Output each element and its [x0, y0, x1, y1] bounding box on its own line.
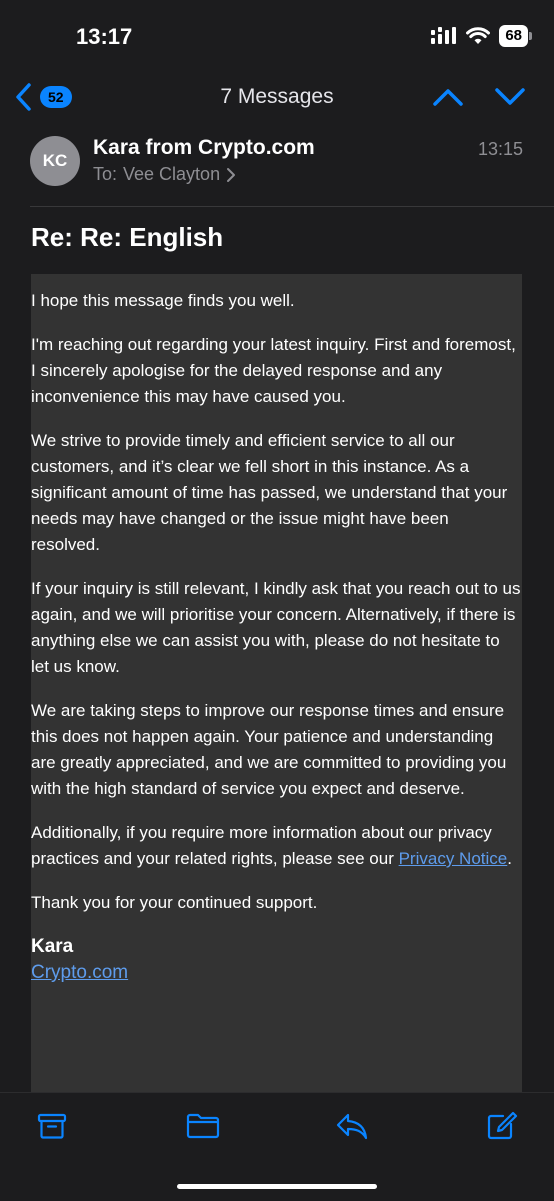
privacy-notice-link[interactable]: Privacy Notice	[398, 849, 508, 868]
chevron-up-icon[interactable]	[432, 86, 464, 108]
nav-bar	[0, 76, 554, 126]
reply-icon[interactable]	[335, 1111, 369, 1141]
battery-level: 68	[499, 25, 528, 47]
header-divider	[30, 206, 554, 207]
signature-link[interactable]: Crypto.com	[31, 962, 129, 983]
unread-count-badge: 52	[40, 86, 72, 108]
privacy-end: .	[507, 849, 512, 868]
email-content	[0, 126, 554, 1092]
body-paragraph: If your inquiry is still relevant, I kindly ask that you reach out to us again, and we will prioritise your concern. Alternatively, if there is anything else we can assist you with, please do not hesitate to let us know.	[31, 579, 521, 676]
body-paragraph: We strive to provide timely and efficient service to all our customers, and it’s clear we fell short in this instance. As a significant amount of time has passed, we understand that your needs may have changed or the issue might have been resolved.	[31, 431, 508, 554]
message-body	[31, 274, 522, 1092]
body-paragraph: I hope this message finds you well.	[31, 291, 295, 310]
cellular-signal-icon	[431, 27, 457, 45]
compose-icon[interactable]	[486, 1111, 518, 1141]
chevron-down-icon[interactable]	[494, 86, 526, 108]
thanks-paragraph: Thank you for your continued support.	[31, 893, 318, 912]
message-time: 13:15	[477, 139, 523, 159]
chevron-right-icon	[226, 167, 236, 183]
home-indicator	[177, 1184, 377, 1189]
signature-name: Kara	[31, 936, 74, 957]
sender-name[interactable]: Kara from Crypto.com	[93, 136, 315, 159]
recipient-name[interactable]: Vee Clayton	[123, 164, 221, 184]
to-label: To:	[93, 164, 118, 184]
nav-title: 7 Messages	[220, 85, 334, 108]
body-paragraph: I'm reaching out regarding your latest inquiry. First and foremost, I sincerely apologise for the delayed response and any inconvenience this may have caused you.	[31, 335, 516, 406]
body-paragraph: We are taking steps to improve our response times and ensure this does not happen again. Your patience and understanding are greatly appreciated, and we are committed to providing you with the high standard of service you expect and deserve.	[31, 701, 507, 798]
wifi-icon	[466, 27, 490, 45]
privacy-text: Additionally, if you require more information about our privacy practices and your related rights, please see our	[31, 823, 492, 868]
status-bar	[0, 0, 554, 76]
archive-icon[interactable]	[37, 1111, 67, 1141]
privacy-paragraph	[31, 820, 522, 872]
email-subject: Re: Re: English	[31, 222, 224, 252]
battery-cap	[529, 32, 532, 40]
folder-icon[interactable]	[186, 1111, 220, 1141]
status-icons	[431, 25, 532, 47]
recipient-row[interactable]	[93, 164, 236, 185]
avatar[interactable]: KC	[30, 136, 80, 186]
status-time: 13:17	[76, 24, 133, 49]
